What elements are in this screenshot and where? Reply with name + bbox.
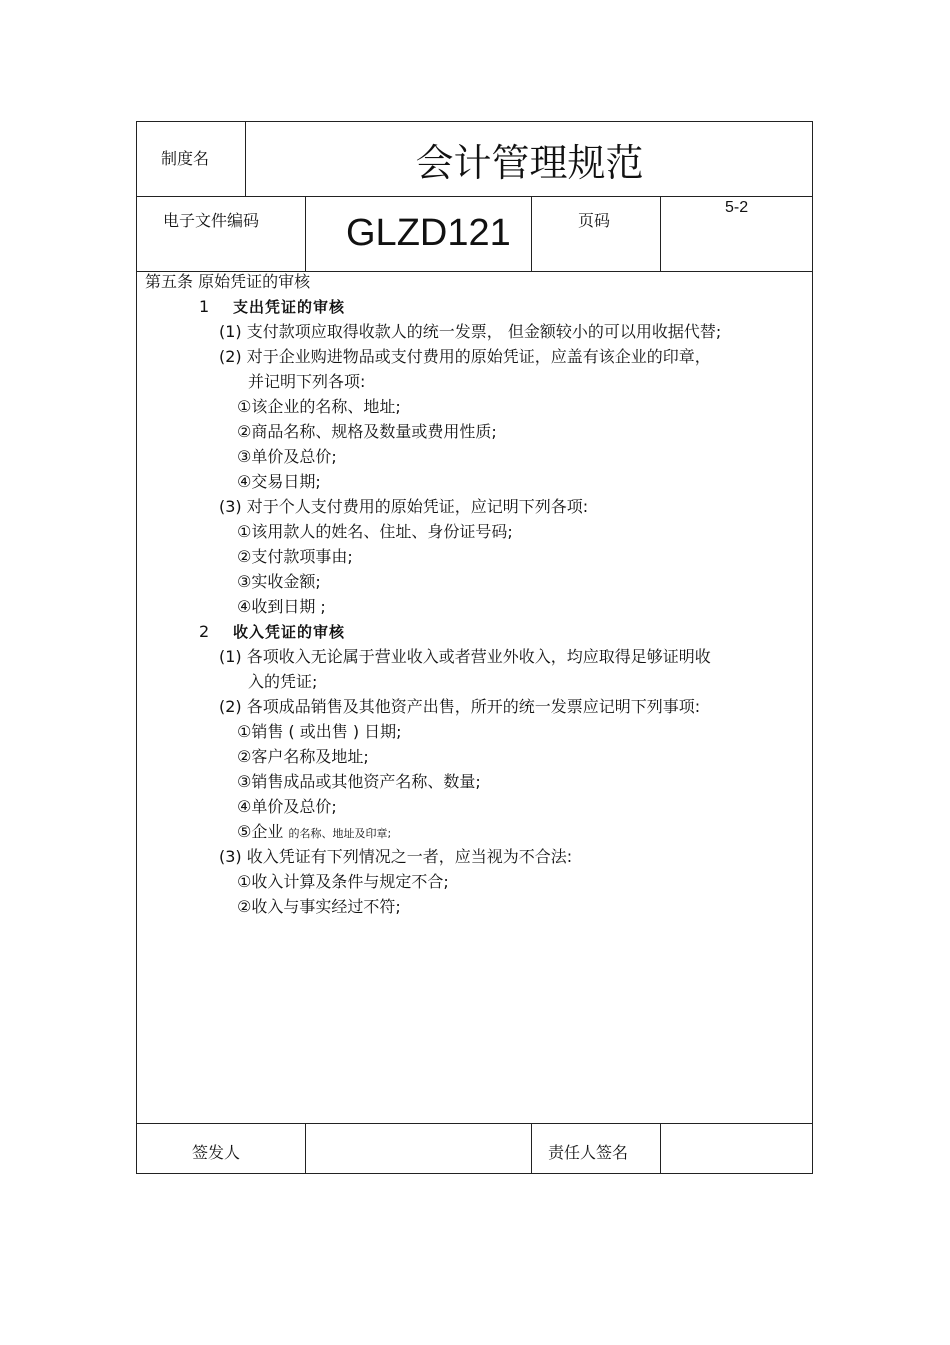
section-number: 2 (199, 622, 210, 641)
section-title: 收入凭证的审核 (233, 623, 346, 641)
list-item: (3) 对于个人支付费用的原始凭证，应记明下列各项: (219, 497, 589, 516)
section-number: 1 (199, 297, 210, 316)
list-item: ①销售 ( 或出售 ) 日期; (237, 722, 402, 741)
column-divider (531, 196, 532, 271)
list-item: ④交易日期; (237, 472, 321, 491)
responsible-label: 责任人签名 (548, 1143, 629, 1162)
list-item: 入的凭证; (248, 672, 318, 691)
list-item: ①该企业的名称、地址; (237, 397, 401, 416)
list-item: ③销售成品或其他资产名称、数量; (237, 772, 481, 791)
list-item-text: ⑤企业 (237, 822, 284, 841)
section-title: 支出凭证的审核 (233, 298, 346, 316)
code-label: 电子文件编码 (163, 211, 260, 230)
name-label: 制度名 (161, 149, 210, 168)
list-item: (1) 各项收入无论属于营业收入或者营业外收入，均应取得足够证明收 (219, 647, 711, 666)
list-item: ③单价及总价; (237, 447, 337, 466)
page-label: 页码 (578, 211, 611, 230)
column-divider (245, 122, 246, 196)
document-frame (136, 121, 813, 1174)
article-heading: 第五条 原始凭证的审核 (145, 272, 311, 291)
page-number: 5-2 (725, 199, 749, 216)
list-item: (2) 各项成品销售及其他资产出售，所开的统一发票应记明下列事项: (219, 697, 701, 716)
list-item: ④单价及总价; (237, 797, 337, 816)
row-divider (137, 1123, 812, 1124)
list-item: ②商品名称、规格及数量或费用性质; (237, 422, 497, 441)
page-title: 会计管理规范 (415, 141, 644, 185)
issuer-label: 签发人 (192, 1143, 241, 1162)
column-divider (531, 1123, 532, 1174)
list-item: 并记明下列各项: (248, 372, 366, 391)
list-item: ①收入计算及条件与规定不合; (237, 872, 449, 891)
list-item: ④收到日期 ; (237, 597, 326, 616)
list-item: ②客户名称及地址; (237, 747, 369, 766)
list-item-text: 的名称、地址及印章; (288, 827, 392, 840)
column-divider (305, 196, 306, 271)
column-divider (305, 1123, 306, 1174)
list-item: (1) 支付款项应取得收款人的统一发票， 但金额较小的可以用收据代替; (219, 322, 722, 341)
document-code: GLZD121 (346, 212, 511, 254)
list-item (237, 822, 391, 844)
column-divider (660, 1123, 661, 1174)
list-item: ②收入与事实经过不符; (237, 897, 401, 916)
list-item: ②支付款项事由; (237, 547, 353, 566)
list-item: ①该用款人的姓名、住址、身份证号码; (237, 522, 513, 541)
column-divider (660, 196, 661, 271)
row-divider (137, 196, 812, 197)
list-item: (3) 收入凭证有下列情况之一者，应当视为不合法: (219, 847, 573, 866)
list-item: ③实收金额; (237, 572, 321, 591)
list-item: (2) 对于企业购进物品或支付费用的原始凭证，应盖有该企业的印章， (219, 347, 711, 366)
